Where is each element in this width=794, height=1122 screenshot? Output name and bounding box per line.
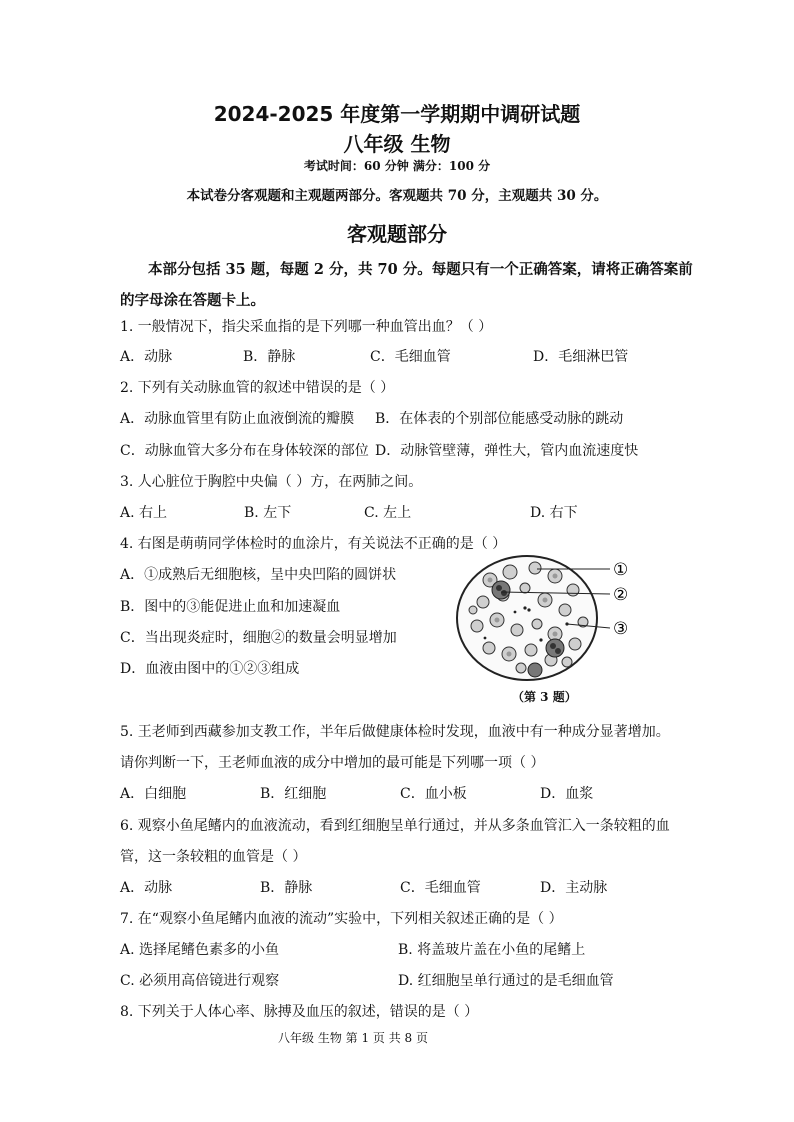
option-a: A．白细胞 (120, 786, 187, 802)
option-c: C．毛细血管 (400, 880, 481, 896)
question-stem-continued: 请你判断一下，王老师血液的成分中增加的最可能是下列哪一项（ ） (120, 755, 545, 771)
option-c: C．毛细血管 (370, 349, 451, 365)
figure-label-1: ① (613, 560, 629, 580)
option-b: B．图中的③能促进止血和加速凝血 (120, 599, 341, 615)
question-stem: 4. 右图是萌萌同学体检时的血涂片，有关说法不正确的是（ ） (120, 536, 507, 552)
option-a: A．①成熟后无细胞核，呈中央凹陷的圆饼状 (120, 567, 397, 583)
figure-caption: （第 3 题） (512, 690, 577, 704)
option-c: C．动脉血管大多分布在身体较深的部位 (120, 443, 369, 459)
option-d: D．主动脉 (540, 880, 608, 896)
option-c: C．血小板 (400, 786, 467, 802)
option-d: D．血液由图中的①②③组成 (120, 661, 300, 677)
section-intro-line2: 的字母涂在答题卡上。 (120, 292, 265, 309)
option-b: B．红细胞 (260, 786, 327, 802)
option-d: D. 红细胞呈单行通过的是毛细血管 (398, 973, 614, 989)
exam-subtitle: 八年级 生物 (343, 132, 451, 156)
question-stem: 2. 下列有关动脉血管的叙述中错误的是（ ） (120, 380, 395, 396)
question-stem: 6. 观察小鱼尾鳍内的血液流动，看到红细胞呈单行通过，并从多条血管汇入一条较粗的血 (120, 818, 670, 834)
section-intro-line1: 本部分包括 35 题，每题 2 分，共 70 分。每题只有一个正确答案，请将正确答案前 (148, 261, 693, 278)
question-stem: 7. 在“观察小鱼尾鳍内血液的流动”实验中，下列相关叙述正确的是（ ） (120, 911, 563, 927)
option-d: D. 右下 (530, 505, 578, 521)
option-c: C．当出现炎症时，细胞②的数量会明显增加 (120, 630, 397, 646)
option-a: A．动脉 (120, 880, 173, 896)
option-b: B. 左下 (244, 505, 292, 521)
figure-label-2: ② (613, 585, 629, 605)
page-footer: 八年级 生物 第 1 页 共 8 页 (278, 1031, 428, 1045)
option-b: B．静脉 (243, 349, 296, 365)
exam-title: 2024-2025 年度第一学期期中调研试题 (213, 102, 581, 126)
option-a: A. 选择尾鳍色素多的小鱼 (120, 942, 280, 958)
option-d: D．动脉管壁薄，弹性大，管内血流速度快 (375, 443, 639, 459)
question-stem: 8. 下列关于人体心率、脉搏及血压的叙述，错误的是（ ） (120, 1004, 479, 1020)
option-b: B．静脉 (260, 880, 313, 896)
blood-smear-figure (455, 550, 655, 685)
option-a: A. 右上 (120, 505, 168, 521)
option-c: C. 必须用高倍镜进行观察 (120, 973, 280, 989)
option-b: B. 将盖玻片盖在小鱼的尾鳍上 (398, 942, 586, 958)
option-b: B．在体表的个别部位能感受动脉的跳动 (375, 411, 624, 427)
question-stem: 3. 人心脏位于胸腔中央偏（ ）方，在两肺之间。 (120, 474, 423, 490)
question-stem-continued: 管，这一条较粗的血管是（ ） (120, 849, 307, 865)
question-stem: 1. 一般情况下，指尖采血指的是下列哪一种血管出血？（ ） (120, 319, 493, 335)
section-title: 客观题部分 (347, 222, 447, 246)
figure-label-3: ③ (613, 619, 629, 639)
option-c: C. 左上 (364, 505, 412, 521)
paper-composition: 本试卷分客观题和主观题两部分。客观题共 70 分，主观题共 30 分。 (186, 188, 608, 204)
exam-info: 考试时间：60 分钟 满分：100 分 (303, 159, 491, 173)
option-d: D．血浆 (540, 786, 594, 802)
question-stem: 5. 王老师到西藏参加支教工作，半年后做健康体检时发现，血液中有一种成分显著增加。 (120, 724, 670, 740)
option-d: D．毛细淋巴管 (533, 349, 629, 365)
option-a: A．动脉 (120, 349, 173, 365)
option-a: A．动脉血管里有防止血液倒流的瓣膜 (120, 411, 355, 427)
